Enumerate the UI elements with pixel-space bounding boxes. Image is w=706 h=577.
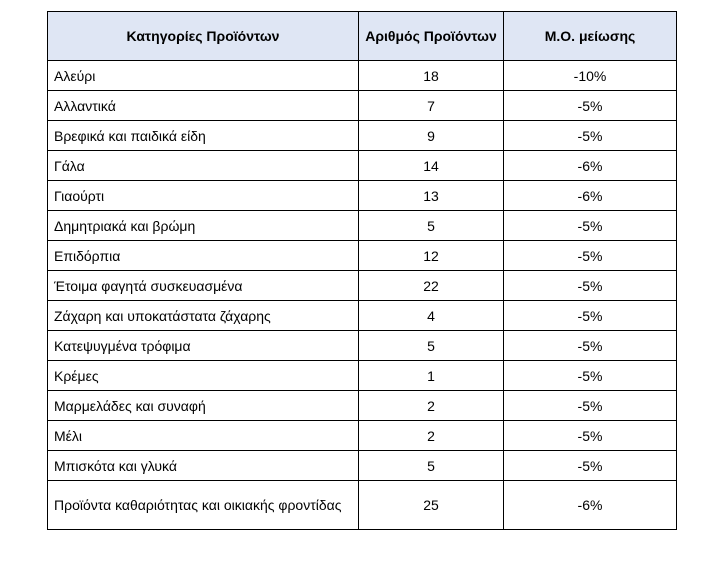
table-row (48, 331, 677, 361)
table-row (48, 211, 677, 241)
table-row (48, 91, 677, 121)
count-cell: 4 (359, 301, 504, 331)
count-cell: 5 (359, 211, 504, 241)
category-cell: Ζάχαρη και υποκατάστατα ζάχαρης (48, 301, 359, 331)
count-cell: 1 (359, 361, 504, 391)
category-cell: Βρεφικά και παιδικά είδη (48, 121, 359, 151)
reduction-cell: -6% (504, 151, 677, 181)
table-body (48, 61, 677, 530)
category-cell: Γιαούρτι (48, 181, 359, 211)
count-cell: 14 (359, 151, 504, 181)
reduction-cell: -5% (504, 391, 677, 421)
count-cell: 7 (359, 91, 504, 121)
table-row (48, 271, 677, 301)
category-cell: Κατεψυγμένα τρόφιμα (48, 331, 359, 361)
count-cell: 5 (359, 331, 504, 361)
table-row (48, 121, 677, 151)
reduction-cell: -5% (504, 451, 677, 481)
count-cell: 18 (359, 61, 504, 91)
header-category: Κατηγορίες Προϊόντων (48, 12, 359, 61)
table-row (48, 361, 677, 391)
table-row (48, 451, 677, 481)
reduction-cell: -6% (504, 481, 677, 530)
count-cell: 2 (359, 421, 504, 451)
header-product-count: Αριθμός Προϊόντων (359, 12, 504, 61)
table-row (48, 181, 677, 211)
count-cell: 13 (359, 181, 504, 211)
count-cell: 2 (359, 391, 504, 421)
category-cell: Μαρμελάδες και συναφή (48, 391, 359, 421)
reduction-cell: -5% (504, 91, 677, 121)
reduction-cell: -5% (504, 211, 677, 241)
table-row (48, 151, 677, 181)
table-row (48, 241, 677, 271)
category-cell: Μέλι (48, 421, 359, 451)
count-cell: 22 (359, 271, 504, 301)
header-row (48, 12, 677, 61)
category-cell: Δημητριακά και βρώμη (48, 211, 359, 241)
product-categories-table (47, 11, 677, 530)
header-average-reduction: Μ.Ο. μείωσης (504, 12, 677, 61)
reduction-cell: -5% (504, 121, 677, 151)
count-cell: 25 (359, 481, 504, 530)
count-cell: 5 (359, 451, 504, 481)
reduction-cell: -5% (504, 421, 677, 451)
category-cell: Έτοιμα φαγητά συσκευασμένα (48, 271, 359, 301)
reduction-cell: -6% (504, 181, 677, 211)
table-row (48, 61, 677, 91)
product-categories-table-wrapper (47, 11, 676, 530)
count-cell: 9 (359, 121, 504, 151)
category-cell: Προϊόντα καθαριότητας και οικιακής φροντίδας (48, 481, 359, 530)
category-cell: Επιδόρπια (48, 241, 359, 271)
count-cell: 12 (359, 241, 504, 271)
table-header (48, 12, 677, 61)
reduction-cell: -5% (504, 361, 677, 391)
reduction-cell: -5% (504, 301, 677, 331)
table-row (48, 301, 677, 331)
category-cell: Αλεύρι (48, 61, 359, 91)
category-cell: Αλλαντικά (48, 91, 359, 121)
table-row (48, 391, 677, 421)
reduction-cell: -5% (504, 331, 677, 361)
table-row (48, 481, 677, 530)
reduction-cell: -10% (504, 61, 677, 91)
category-cell: Μπισκότα και γλυκά (48, 451, 359, 481)
category-cell: Κρέμες (48, 361, 359, 391)
reduction-cell: -5% (504, 271, 677, 301)
reduction-cell: -5% (504, 241, 677, 271)
category-cell: Γάλα (48, 151, 359, 181)
table-row (48, 421, 677, 451)
